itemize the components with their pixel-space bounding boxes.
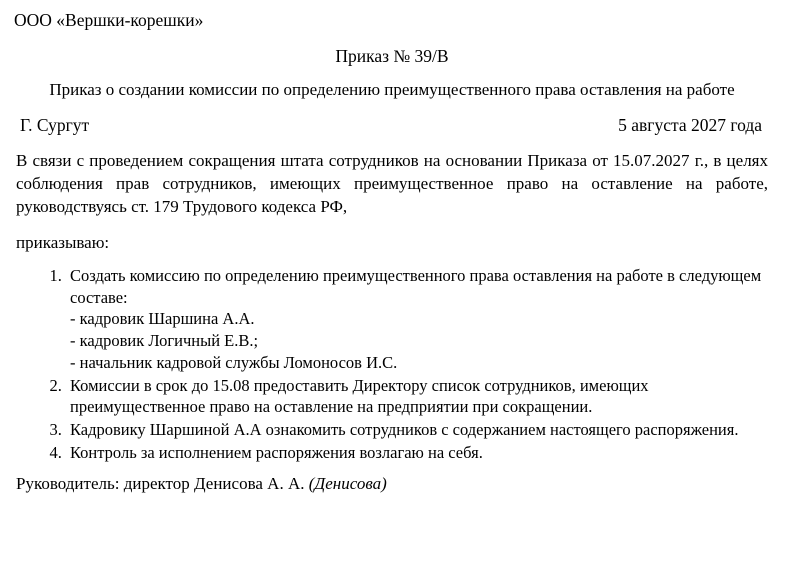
list-item-subline: - начальник кадровой службы Ломоносов И.С. [70,352,398,372]
signature-text: Руководитель: директор Денисова А. А. [16,473,309,493]
place-and-date-row [14,115,770,136]
list-item [66,442,770,464]
list-item [66,265,770,374]
list-item [66,419,770,441]
preamble-paragraph: В связи с проведением сокращения штата сотрудников на основании Приказа от 15.07.2027 г., в целях соблюдения прав сотрудников, имеющих преимущественное право на оставление на работе, руководствуясь ст. 179 Трудового кодекса РФ, [16,150,768,216]
place-label: Г. Сургут [20,114,90,135]
list-item-text: Комиссии в срок до 15.08 предоставить Директору список сотрудников, имеющих преимущественное право на оставление на предприятии при сокращении. [70,375,649,417]
list-item-text: Контроль за исполнением распоряжения возлагаю на себя. [70,442,483,462]
list-item-subline: - кадровик Логичный Е.В.; [70,331,259,351]
organization-name: ООО «Вершки-корешки» [14,10,204,30]
date-label: 5 августа 2027 года [618,114,762,135]
order-items-list [14,265,770,464]
signature-mark: (Денисова) [308,473,387,493]
signature-line [14,474,770,494]
document-number: Приказ № 39/В [335,45,449,66]
list-item-text: Кадровику Шаршиной А.А ознакомить сотрудников с содержанием настоящего распоряжения. [70,420,739,440]
order-keyword: приказываю: [16,232,110,252]
document-title: Приказ о создании комиссии по определению преимущественного права оставления на работе [49,79,735,99]
list-item-subline: - кадровик Шаршина А.А. [70,309,255,329]
list-item [66,375,770,419]
list-item-text: Создать комиссию по определению преимущественного права оставления на работе в следующем составе: [70,265,762,307]
